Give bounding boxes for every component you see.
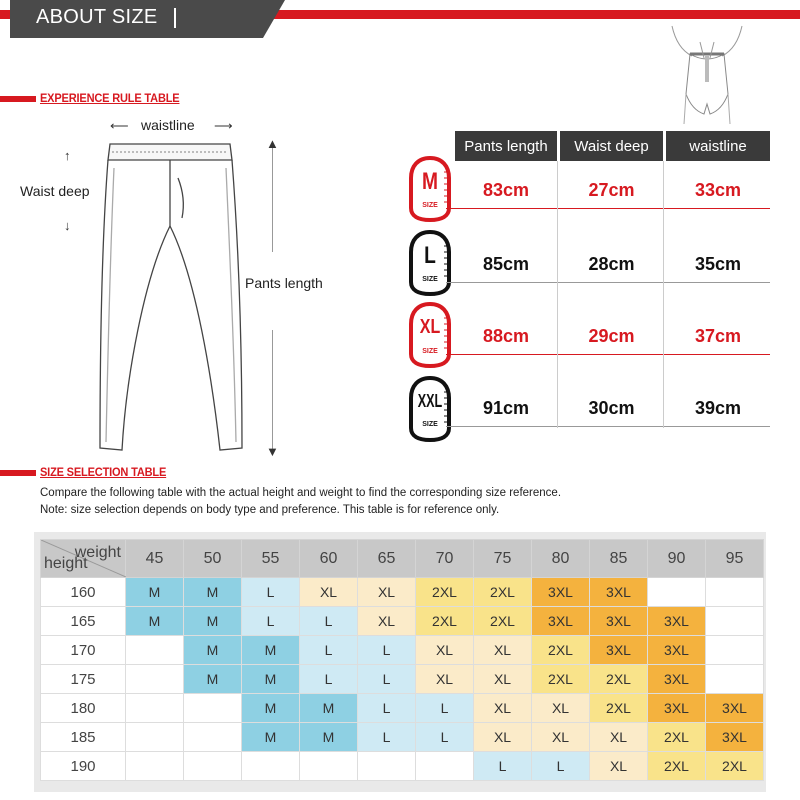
rule-underline-l <box>446 282 770 283</box>
rule-section-title: EXPERIENCE RULE TABLE <box>40 91 180 105</box>
pants-length-arrow-up: ▲ <box>266 136 279 151</box>
table-row <box>41 636 764 665</box>
weight-header-65: 65 <box>358 540 416 578</box>
waist-deep-arrow-up: ↑ <box>64 148 71 163</box>
size-cell: L <box>416 723 474 752</box>
size-cell <box>706 607 764 636</box>
size-cell: 2XL <box>474 578 532 607</box>
size-cell: L <box>474 752 532 781</box>
size-selection-table <box>40 539 764 781</box>
size-cell: M <box>126 578 184 607</box>
size-cell: 3XL <box>648 694 706 723</box>
height-header-190: 190 <box>41 752 126 781</box>
weight-header-75: 75 <box>474 540 532 578</box>
rule-row-xxl <box>455 390 770 426</box>
height-header-160: 160 <box>41 578 126 607</box>
size-cell: M <box>242 636 300 665</box>
rule-cell: 91cm <box>482 397 530 418</box>
size-cell: 3XL <box>648 665 706 694</box>
size-sub-m: SIZE <box>422 202 438 209</box>
size-cell: 2XL <box>590 694 648 723</box>
size-cell: M <box>242 694 300 723</box>
table-row <box>41 694 764 723</box>
weight-header-90: 90 <box>648 540 706 578</box>
rule-cell: 27cm <box>588 179 635 200</box>
rule-cell: 29cm <box>588 325 635 346</box>
table-row <box>41 665 764 694</box>
waist-deep-label: Waist deep <box>20 183 90 199</box>
size-cell: 2XL <box>590 665 648 694</box>
size-cell: XL <box>532 694 590 723</box>
rule-cell: 85cm <box>482 253 530 274</box>
selection-note-1: Compare the following table with the actual height and weight to find the corresponding size reference. <box>40 487 562 499</box>
selection-note-2: Note: size selection depends on body type and preference. This table is for reference only. <box>40 504 500 516</box>
size-sub-xxl: SIZE <box>422 421 438 428</box>
size-label-l: L <box>424 242 436 269</box>
rule-cell: 33cm <box>694 179 742 200</box>
rule-cell: 37cm <box>694 325 742 346</box>
rule-cell: 83cm <box>482 179 530 200</box>
size-cell <box>242 752 300 781</box>
height-header-180: 180 <box>41 694 126 723</box>
model-illustration <box>662 24 752 124</box>
pants-length-arrow-down: ▼ <box>266 444 279 459</box>
size-cell: 2XL <box>648 723 706 752</box>
size-cell: L <box>358 636 416 665</box>
size-cell: XL <box>416 636 474 665</box>
weight-header-45: 45 <box>126 540 184 578</box>
pants-length-line-bottom <box>272 330 273 450</box>
size-cell: 3XL <box>590 607 648 636</box>
weight-header-60: 60 <box>300 540 358 578</box>
corner-weight-label: weight <box>74 544 121 561</box>
size-sub-xl: SIZE <box>422 348 438 355</box>
size-cell: 3XL <box>590 636 648 665</box>
height-header-165: 165 <box>41 607 126 636</box>
size-sub-l: SIZE <box>422 276 438 283</box>
pants-length-line-top <box>272 142 273 252</box>
corner-cell <box>41 540 126 578</box>
size-cell: 2XL <box>532 665 590 694</box>
size-cell: XL <box>474 665 532 694</box>
size-cell: M <box>184 578 242 607</box>
size-cell <box>300 752 358 781</box>
size-label-m: M <box>422 168 438 195</box>
size-cell: L <box>532 752 590 781</box>
col-header-waistline: waistline <box>666 131 770 161</box>
size-cell: 2XL <box>706 752 764 781</box>
size-cell: 3XL <box>532 578 590 607</box>
size-cell: XL <box>358 578 416 607</box>
corner-height-label: height <box>44 555 88 572</box>
waistline-arrow-right: ⟶ <box>214 118 233 133</box>
pants-drawing <box>92 138 252 456</box>
size-cell: M <box>242 665 300 694</box>
size-cell <box>358 752 416 781</box>
table-header-row <box>41 540 764 578</box>
title-divider <box>174 8 176 28</box>
size-cell: 2XL <box>648 752 706 781</box>
rule-underline-m <box>446 208 770 209</box>
size-cell: 3XL <box>532 607 590 636</box>
size-cell <box>706 636 764 665</box>
size-cell: L <box>300 665 358 694</box>
weight-header-50: 50 <box>184 540 242 578</box>
size-cell <box>184 723 242 752</box>
size-cell <box>126 665 184 694</box>
size-cell <box>416 752 474 781</box>
weight-header-80: 80 <box>532 540 590 578</box>
size-cell: 2XL <box>474 607 532 636</box>
table-row <box>41 723 764 752</box>
col-header-waist-deep: Waist deep <box>560 131 663 161</box>
rule-divider <box>557 161 558 428</box>
size-cell <box>648 578 706 607</box>
size-cell: L <box>300 607 358 636</box>
table-row <box>41 607 764 636</box>
size-cell: M <box>300 694 358 723</box>
size-cell: 3XL <box>648 636 706 665</box>
rule-cell: 88cm <box>482 325 530 346</box>
rule-underline-xxl <box>446 426 770 427</box>
size-cell: L <box>358 723 416 752</box>
size-cell: M <box>184 665 242 694</box>
height-header-175: 175 <box>41 665 126 694</box>
rule-cell: 28cm <box>588 253 635 274</box>
waistline-label: waistline <box>141 117 195 133</box>
weight-header-70: 70 <box>416 540 474 578</box>
size-cell: L <box>300 636 358 665</box>
table-row <box>41 752 764 781</box>
size-cell <box>184 694 242 723</box>
weight-header-95: 95 <box>706 540 764 578</box>
size-cell: 3XL <box>648 607 706 636</box>
size-cell: L <box>358 665 416 694</box>
rule-cell: 35cm <box>694 253 742 274</box>
size-cell: L <box>416 694 474 723</box>
size-cell: 3XL <box>590 578 648 607</box>
rule-divider <box>663 161 664 428</box>
size-cell: 2XL <box>416 578 474 607</box>
waistline-arrow-left: ⟵ <box>110 118 129 133</box>
size-cell: XL <box>532 723 590 752</box>
col-header-pants-length: Pants length <box>455 131 557 161</box>
size-cell: L <box>242 578 300 607</box>
size-cell: XL <box>300 578 358 607</box>
size-cell: 2XL <box>532 636 590 665</box>
size-cell: XL <box>590 723 648 752</box>
size-cell <box>706 578 764 607</box>
rule-row-xl <box>455 318 770 354</box>
waist-deep-arrow-down: ↓ <box>64 218 71 233</box>
selection-section-title: SIZE SELECTION TABLE <box>40 465 167 479</box>
size-cell: L <box>358 694 416 723</box>
size-cell: 3XL <box>706 723 764 752</box>
size-cell <box>126 694 184 723</box>
rule-cell: 30cm <box>588 397 635 418</box>
page-title: ABOUT SIZE <box>36 6 158 28</box>
height-header-185: 185 <box>41 723 126 752</box>
weight-header-55: 55 <box>242 540 300 578</box>
size-label-xl: XL <box>419 316 441 338</box>
size-cell: M <box>184 636 242 665</box>
size-cell: M <box>184 607 242 636</box>
size-cell <box>184 752 242 781</box>
size-cell: L <box>242 607 300 636</box>
size-cell: XL <box>358 607 416 636</box>
size-cell: XL <box>474 723 532 752</box>
size-cell: M <box>300 723 358 752</box>
size-cell <box>706 665 764 694</box>
rule-underline-xl <box>446 354 770 355</box>
rule-row-l <box>455 246 770 282</box>
size-cell <box>126 636 184 665</box>
size-cell: M <box>126 607 184 636</box>
size-cell: XL <box>474 694 532 723</box>
rule-cell: 39cm <box>694 397 742 418</box>
height-header-170: 170 <box>41 636 126 665</box>
size-cell: 2XL <box>416 607 474 636</box>
table-row <box>41 578 764 607</box>
size-cell <box>126 723 184 752</box>
pants-length-label: Pants length <box>245 275 323 291</box>
size-cell <box>126 752 184 781</box>
size-label-xxl: XXL <box>417 391 443 411</box>
size-cell: 3XL <box>706 694 764 723</box>
size-cell: M <box>242 723 300 752</box>
size-cell: XL <box>474 636 532 665</box>
weight-header-85: 85 <box>590 540 648 578</box>
size-cell: XL <box>590 752 648 781</box>
rule-row-m <box>455 172 770 208</box>
size-cell: XL <box>416 665 474 694</box>
